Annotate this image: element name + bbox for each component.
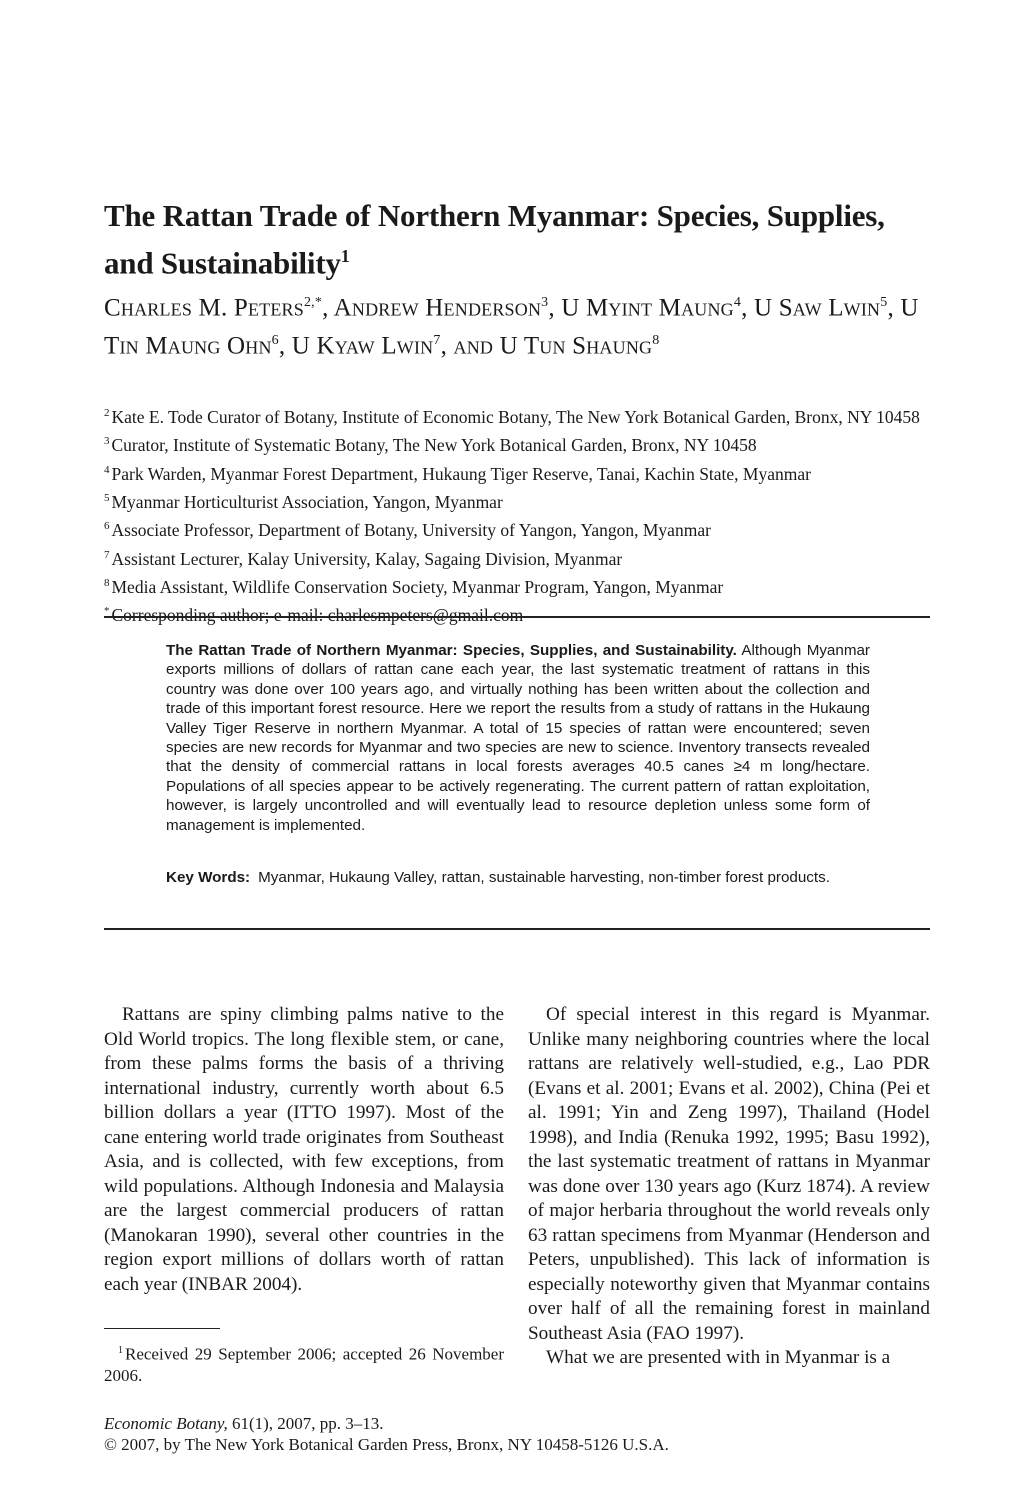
footnote-marker: 1 [118, 1345, 123, 1356]
keywords-text: Myanmar, Hukaung Valley, rattan, sustainable harvesting, non-timber forest products. [258, 869, 830, 886]
affiliation-text: Myanmar Horticulturist Association, Yangon, Myanmar [111, 491, 503, 512]
affiliation-marker: 5 [104, 491, 110, 504]
journal-name: Economic Botany, [104, 1414, 228, 1433]
author-affiliation-marker: 6 [271, 333, 279, 349]
affiliation-text: Associate Professor, Department of Botany, University of Yangon, Yangon, Myanmar [111, 520, 711, 541]
affiliation-marker: 3 [104, 435, 110, 448]
affiliation-item [104, 571, 934, 599]
author-affiliation-marker: 4 [733, 295, 742, 310]
journal-info [104, 1413, 924, 1455]
affiliation-item [104, 486, 934, 514]
affiliation-marker: 2 [104, 407, 110, 419]
abstract-bottom-rule [104, 928, 930, 930]
author-name: U Saw Lwin [754, 294, 881, 322]
abstract-text: Although Myanmar exports millions of dollars of rattan cane each year, the last systematic treatment of rattans in this country was done over 100 years ago, and virtually nothing has been written about the collection and trade of this important forest resource. Here we report the results from a study of rattans in the Hukaung Valley Tiger Reserve in northern Myanmar. A total of 15 species of rattan were encountered; seven species are new records for Myanmar and two species are new to science. Inventory transects revealed that the density of commercial rattans in local forests averages 40.5 canes ≥4 m long/hectare. Populations of all species appear to be actively regenerating. The current pattern of rattan exploitation, however, is largely uncontrolled and will eventually lead to resource depletion unless some form of management is implemented. [166, 642, 870, 834]
footnote-text: Received 29 September 2006; accepted 26 November 2006. [104, 1344, 504, 1385]
affiliation-text: Kate E. Tode Curator of Botany, Institute of Economic Botany, The New York Botanical Garden, Bronx, NY 10458 [111, 406, 920, 427]
journal-citation [104, 1413, 924, 1434]
body-left-column [104, 1003, 504, 1297]
author-affiliation-marker: 5 [880, 295, 888, 310]
affiliation-text: Corresponding author; e-mail: charlesmpeters@gmail.com [111, 605, 524, 626]
keywords-label: Key Words: [166, 869, 251, 886]
affiliation-item [104, 543, 934, 571]
abstract-title: The Rattan Trade of Northern Myanmar: Species, Supplies, and Sustainability. [166, 642, 737, 659]
affiliation-item [104, 514, 934, 542]
affiliation-list [104, 401, 934, 628]
affiliation-text: Media Assistant, Wildlife Conservation Society, Myanmar Program, Yangon, Myanmar [111, 576, 724, 597]
affiliation-item [104, 458, 934, 486]
affiliation-marker: * [104, 605, 110, 618]
author-name: U Kyaw Lwin [291, 332, 434, 360]
author-name: U Tun Shaung [499, 332, 653, 360]
footnote-rule [104, 1328, 220, 1329]
author-name: Andrew Henderson [333, 294, 542, 322]
author-affiliation-marker: 3 [541, 295, 549, 310]
affiliation-marker: 7 [104, 548, 110, 561]
affiliation-text: Curator, Institute of Systematic Botany, The New York Botanical Garden, Bronx, NY 10458 [111, 435, 757, 456]
affiliation-marker: 8 [104, 576, 110, 589]
body-paragraph: Rattans are spiny climbing palms native to the Old World tropics. The long flexible stem, or cane, from these palms forms the basis of a thriving international industry, currently worth about 6.5 billion dollars a year (ITTO 1997). Most of the cane entering world trade originates from Southeast Asia, and is collected, with few exceptions, from wild populations. Although Indonesia and Malaysia are the largest commercial producers of rattan (Manokaran 1990), several other countries in the region export millions of dollars worth of rattan each year (INBAR 2004). [104, 1004, 504, 1295]
footnote [104, 1340, 504, 1386]
article-title [104, 196, 934, 283]
author-affiliation-marker: 7 [433, 333, 441, 349]
copyright-line: © 2007, by The New York Botanical Garden Press, Bronx, NY 10458-5126 U.S.A. [104, 1435, 669, 1454]
author-list: Charles M. Peters$^{2,*}$, Andrew Henderson$^3$, U Myint Maung$^4$, U Saw Lwin$^5$, U Tin Maung Ohn$^6$, U Kyaw Lwin$^7$, and U Tun Shaung$^8$ [104, 294, 919, 360]
author-conjunction: and [453, 332, 494, 360]
author-name: U Tin Maung Ohn [104, 294, 919, 360]
abstract-top-rule [104, 616, 930, 618]
affiliation-marker: 6 [104, 520, 110, 533]
title-footnote-marker: 1 [340, 246, 350, 266]
abstract [166, 641, 870, 835]
body-right-column [528, 1003, 930, 1371]
author-affiliation-marker: 8 [652, 333, 660, 349]
corresponding-author-note [104, 599, 934, 627]
author-affiliation-marker: 2,* [303, 295, 323, 310]
author-name: Charles M. Peters [104, 294, 304, 322]
affiliation-text: Assistant Lecturer, Kalay University, Kalay, Sagaing Division, Myanmar [111, 548, 623, 569]
journal-volume-pages: 61(1), 2007, pp. 3–13. [227, 1414, 384, 1433]
affiliation-item [104, 401, 934, 429]
body-paragraph: Of special interest in this regard is Myanmar. Unlike many neighboring countries where the local rattans are relatively well-studied, e.g., Lao PDR (Evans et al. 2001; Evans et al. 2002), China (Pei et al. 1991; Yin and Zeng 1997), Thailand (Hodel 1998), and India (Renuka 1992, 1995; Basu 1992), the last systematic treatment of rattans in Myanmar was done over 130 years ago (Kurz 1874). A review of major herbaria throughout the world reveals only 63 rattan specimens from Myanmar (Henderson and Peters, unpublished). This lack of information is especially noteworthy given that Myanmar contains over half of all the remaining forest in mainland Southeast Asia (FAO 1997). [528, 1004, 930, 1344]
affiliation-text: Park Warden, Myanmar Forest Department, Hukaung Tiger Reserve, Tanai, Kachin State, Myanmar [111, 463, 811, 484]
affiliation-item [104, 429, 934, 457]
article-title-text: The Rattan Trade of Northern Myanmar: Species, Supplies, and Sustainability [104, 198, 885, 281]
author-name: U Myint Maung [561, 294, 734, 322]
body-paragraph: What we are presented with in Myanmar is a [546, 1347, 891, 1368]
affiliation-marker: 4 [104, 463, 110, 476]
keywords [166, 868, 870, 887]
